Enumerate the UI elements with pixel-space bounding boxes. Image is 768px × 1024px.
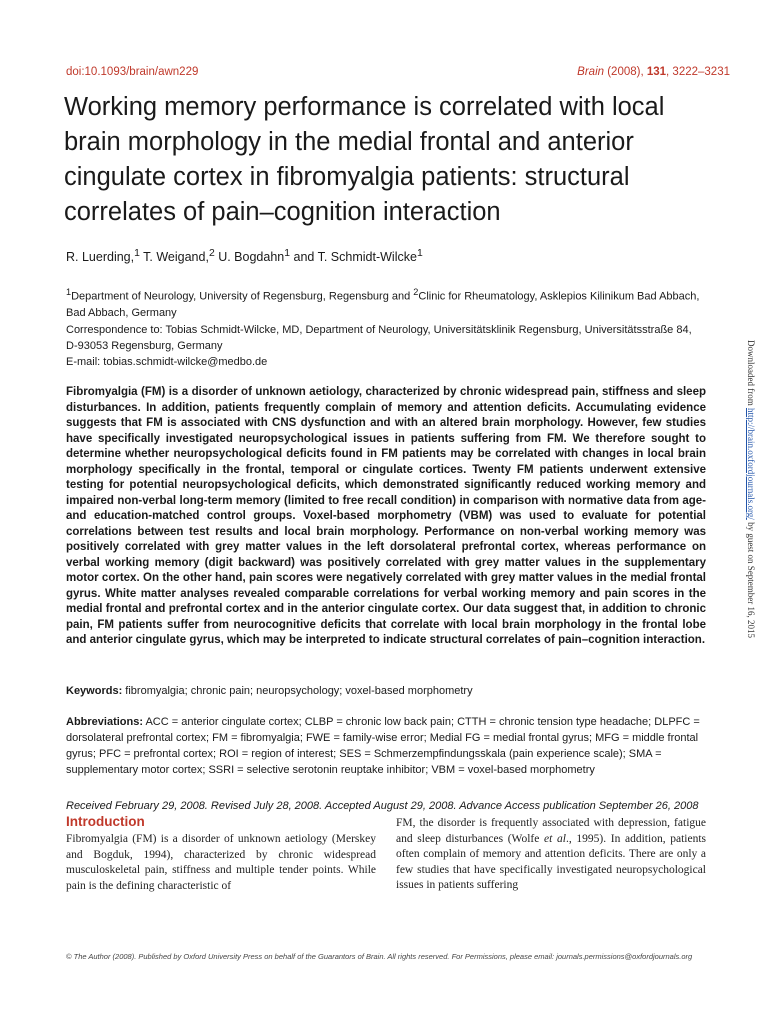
affil-text: Department of Neurology, University of Regensburg, Regensburg and — [71, 290, 414, 303]
author-affil-mark: 1 — [284, 248, 291, 259]
author-affil-mark: 2 — [208, 248, 215, 259]
correspondence — [66, 322, 706, 370]
download-suffix: by guest on September 16, 2015 — [746, 519, 756, 639]
author-list — [66, 248, 706, 264]
copyright-footer: © The Author (2008). Published by Oxford University Press on behalf of the Guarantors of Brain. All rights reserved. For Permissions, please email: journals.permissions@oxfordjournals.org — [66, 952, 693, 961]
intro-etal: et al — [544, 832, 566, 845]
intro-text: FM, the disorder is frequently associated with depression, fatigue and sleep disturbances (Wolfe — [396, 817, 706, 845]
intro-text: ., 1995). In addition, patients often complain of memory and attention deficits. There are only a few studies that have specifically investigated neuropsychological issues in patients suffering — [396, 832, 707, 892]
abstract: Fibromyalgia (FM) is a disorder of unknown aetiology, characterized by chronic widespread pain, stiffness and sleep disturbances. In addition, patients frequently complain of memory and attention deficits. Accumulating evidence suggests that FM is associated with CNS dysfunction and with an altered brain morphology. However, few studies have specifically investigated neuropsychological issues in patients suffering from FM. We therefore sought to determine whether neuropsychological deficits found in FM patients may be correlated with changes in local brain morphology specifically in the frontal, temporal or cingulate cortices. Twenty FM patients underwent extensive testing for potential neuropsychological deficits, which demonstrated significantly reduced working memory and impaired non-verbal long-term memory (limited to free recall condition) in comparison with normative data from age- and education-matched control groups. Voxel-based morphometry (VBM) was used to evaluate for potential correlations between test results and local brain morphology. Performance on non-verbal working memory was positively correlated with grey matter values in the left dorsolateral prefrontal cortex, whereas performance on verbal working memory (digit backward) was positively correlated with grey matter values in the supplementary motor cortex. On the other hand, pain scores were negatively correlated with grey matter values in the medial frontal gyrus. White matter analyses revealed comparable correlations for verbal working memory and pain scores in the medial frontal and prefrontal cortex and in the anterior cingulate cortex. Our data suggest that, in addition to chronic pain, FM patients suffer from neurocognitive deficits that correlate with local brain morphology in the frontal lobe and anterior cingulate gyrus, which may be interpreted to indicate structural correlates of pain–cognition interaction. — [66, 386, 706, 646]
doi-link[interactable]: doi:10.1093/brain/awn229 — [66, 66, 199, 78]
author-name: T. Weigand, — [139, 250, 209, 265]
author-name: and T. Schmidt-Wilcke — [290, 250, 417, 265]
abbreviations-text: ACC = anterior cingulate cortex; CLBP = chronic low back pain; CTTH = chronic tension type headache; DLPFC = dorsolateral prefrontal cortex; FM = fibromyalgia; FWE = family-wise error; Medial FG = medial frontal gyrus; MFG = middle frontal gyrus; PFC = prefrontal cortex; ROI = region of interest; SES = Schmerzempfindungsskala (pain experience scale); SMA = supplementary motor cortex; SSRI = selective serotonin reuptake inhibitor; VBM = voxel-based morphometry — [66, 716, 700, 776]
journal-name: Brain — [577, 66, 605, 78]
journal-year: (2008), — [604, 66, 647, 78]
intro-column-left: Fibromyalgia (FM) is a disorder of unknown aetiology (Merskey and Bogduk, 1994), characterized by chronic widespread musculoskeletal pain, stiffness and multiple tender points. While pain is the defining characteristic of — [66, 833, 376, 892]
journal-volume: 131 — [646, 66, 667, 78]
download-sidebar — [742, 340, 756, 680]
correspondence-email[interactable]: E-mail: tobias.schmidt-wilcke@medbo.de — [66, 356, 268, 368]
journal-citation — [577, 66, 730, 78]
affil-mark: 1 — [66, 287, 72, 297]
intro-column-right — [396, 816, 706, 894]
author-affil-mark: 1 — [134, 248, 140, 259]
journal-pages: , 3222–3231 — [666, 66, 730, 78]
abbreviations-label: Abbreviations: — [66, 716, 144, 728]
download-prefix: Downloaded from — [746, 340, 756, 408]
abbreviations — [66, 714, 706, 778]
keywords-label: Keywords: — [66, 685, 123, 697]
received-dates: Received February 29, 2008. Revised July 28, 2008. Accepted August 29, 2008. Advance Access publication September 26, 2008 — [66, 800, 699, 812]
author-name: R. Luerding, — [66, 250, 135, 265]
download-link[interactable]: http://brain.oxfordjournals.org/ — [746, 407, 756, 520]
author-affil-mark: 1 — [416, 248, 423, 259]
article-title: Working memory performance is correlated with local brain morphology in the medial frontal and anterior cingulate cortex in fibromyalgia patients: structural correlates of pain–cognition interaction — [64, 93, 665, 226]
affil-mark: 2 — [413, 287, 419, 297]
author-name: U. Bogdahn — [214, 250, 285, 265]
affil-text: Clinic for Rheumatology, Asklepios Kilinikum Bad Abbach, Bad Abbach, Germany — [66, 290, 700, 319]
correspondence-address: Correspondence to: Tobias Schmidt-Wilcke, MD, Department of Neurology, Universitätsklinik Regensburg, Universitätsstraße 84, D-93053 Regensburg, Germany — [66, 324, 692, 352]
keywords-text: fibromyalgia; chronic pain; neuropsychology; voxel-based morphometry — [122, 685, 473, 697]
section-heading-introduction: Introduction — [66, 814, 145, 829]
keywords — [66, 685, 706, 697]
affiliations — [66, 284, 706, 321]
